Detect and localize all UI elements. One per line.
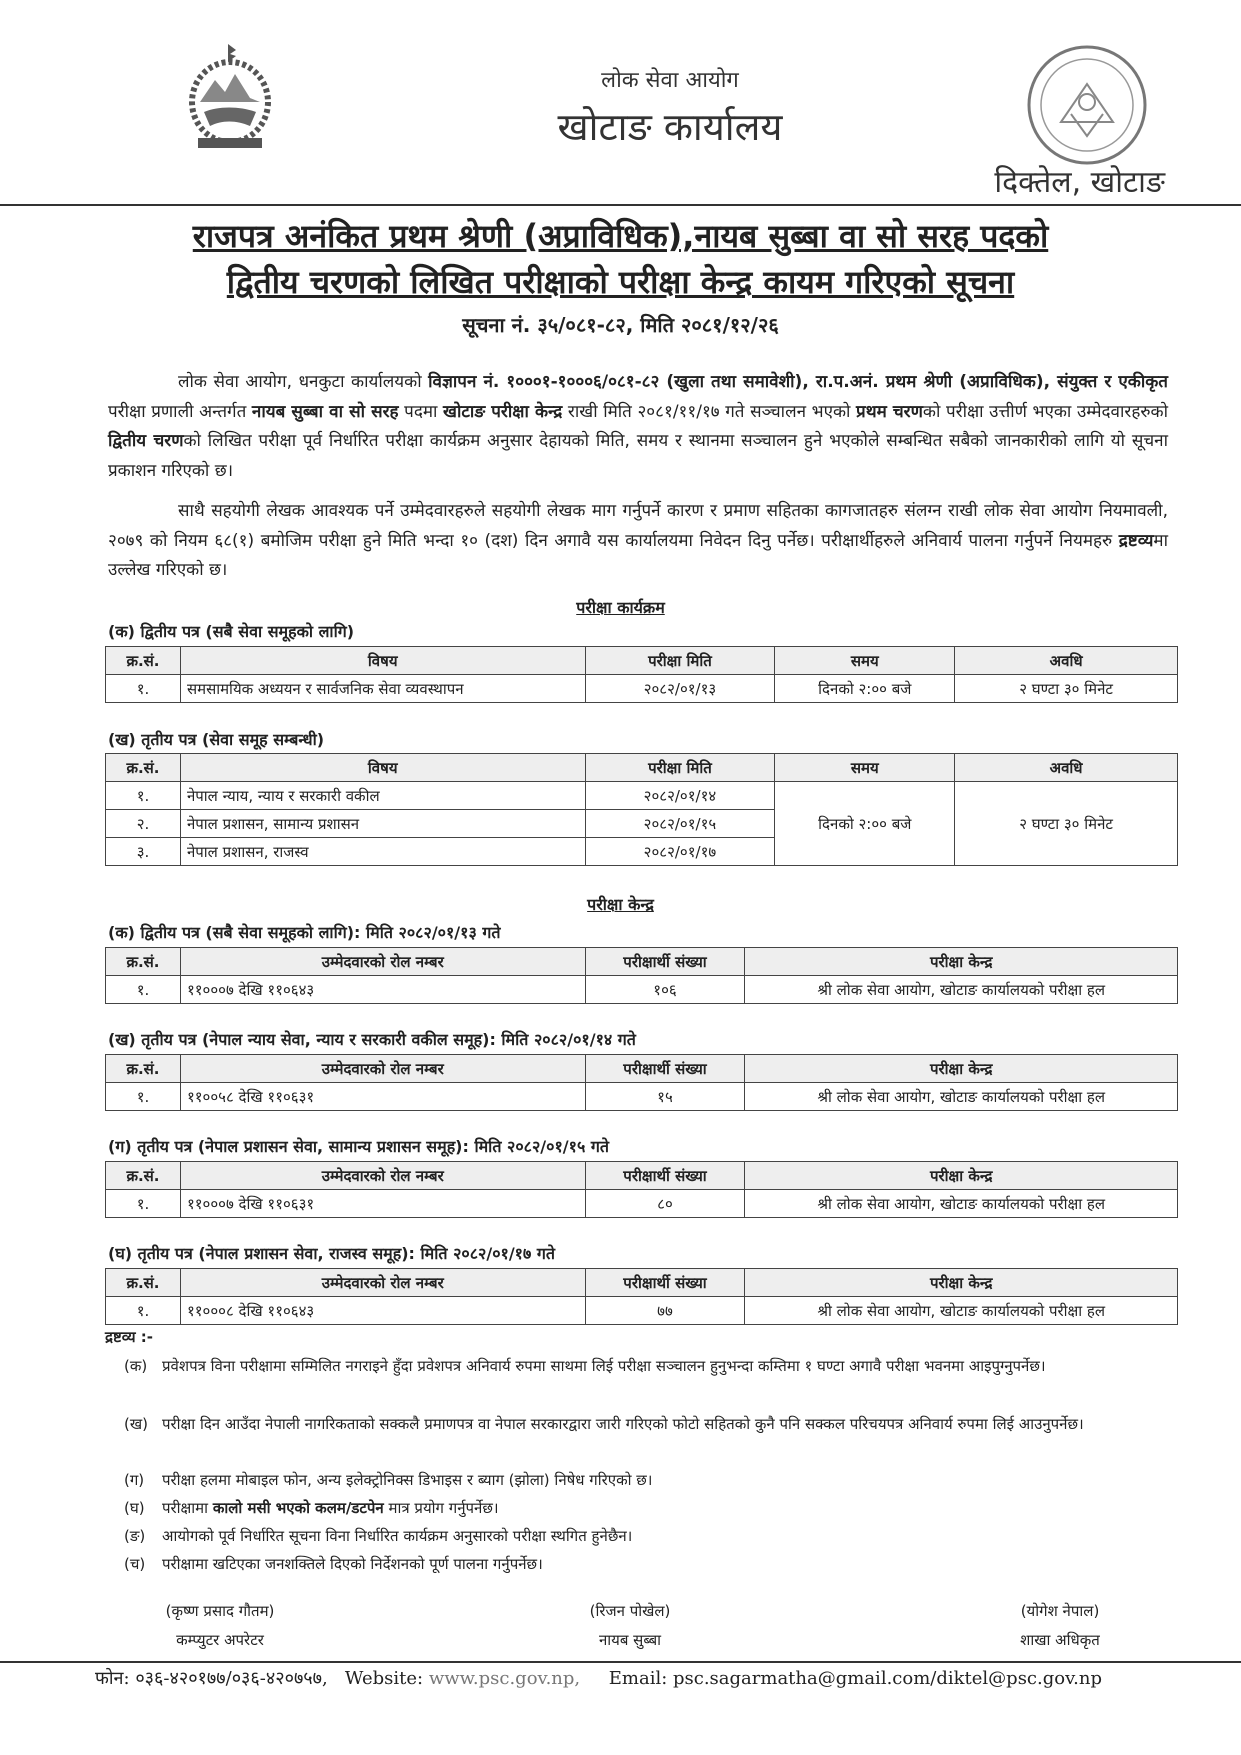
header-divider — [0, 204, 1241, 206]
cell-sn: ३. — [106, 838, 181, 866]
cell-roll: ११०००७ देखि ११०६३१ — [180, 1190, 585, 1218]
col-roll: उम्मेदवारको रोल नम्बर — [180, 948, 585, 976]
note-item: (घ) परीक्षामा कालो मसी भएको कलम/डटपेन मात्र प्रयोग गर्नुपर्नेछ। — [124, 1494, 1174, 1523]
note-text: परीक्षामा खटिएका जनशक्तिले दिएको निर्देशनको पूर्ण पालना गर्नुपर्नेछ। — [162, 1555, 543, 1573]
schedule-table-ka — [105, 646, 1178, 703]
col-sn: क्र.सं. — [106, 647, 181, 675]
signature-role: कम्प्युटर अपरेटर — [176, 1631, 264, 1649]
note-marker: (घ) — [124, 1499, 145, 1517]
cell-count: १५ — [585, 1083, 745, 1111]
office-place: दिक्तेल, खोटाङ — [994, 165, 1165, 200]
cell-duration: २ घण्टा ३० मिनेट — [955, 675, 1178, 703]
note-marker: (ख) — [124, 1415, 148, 1433]
cell-sn: १. — [106, 782, 181, 810]
col-count: परीक्षार्थी संख्या — [585, 1162, 745, 1190]
notice-title-line2: द्वितीय चरणको लिखित परीक्षाको परीक्षा केन्द्र कायम गरिएको सूचना — [226, 263, 1015, 301]
notice-number: सूचना नं. ३५/०८१-८२, मिति २०८१/१२/२६ — [462, 313, 779, 337]
note-emphasis: कालो मसी भएको कलम/डटपेन — [212, 1499, 384, 1517]
col-center: परीक्षा केन्द्र — [745, 1055, 1178, 1083]
footer-divider — [0, 1661, 1241, 1663]
col-count: परीक्षार्थी संख्या — [585, 948, 745, 976]
col-subject: विषय — [180, 754, 585, 782]
psc-seal-icon — [1026, 44, 1148, 166]
signature-name: (कृष्ण प्रसाद गौतम) — [165, 1602, 275, 1620]
note-text: प्रवेशपत्र विना परीक्षामा सम्मिलित नगराइने हुँदा प्रवेशपत्र अनिवार्य रुपमा साथमा लिई परीक्षा सञ्चालन हुनुभन्दा कम्तिमा १ घण्टा अगावै परीक्षा भवनमा आइपुग्नुपर्नेछ। — [162, 1357, 1046, 1375]
body-paragraph-1: लोक सेवा आयोग, धनकुटा कार्यालयको विज्ञापन नं. १०००१-१०००६/०८१-८२ (खुला तथा समावेशी), रा.प.अनं. प्रथम श्रेणी (अप्राविधिक), संयुक्त र एकीकृत परीक्षा प्रणाली अन्तर्गत नायब सुब्बा वा सो सरह पदमा खोटाङ परीक्षा केन्द्र राखी मिति २०८१/११/१७ गते सञ्चालन भएको प्रथम चरणको परीक्षा उत्तीर्ण भएका उम्मेदवारहरुको द्वितीय चरणको लिखित परीक्षा पूर्व निर्धारित परीक्षा कार्यक्रम अनुसार देहायको मिति, समय र स्थानमा सञ्चालन हुने भएकोले सम्बन्धित सबैको जानकारीको लागि यो सूचना प्रकाशन गरिएको छ। — [108, 372, 1168, 481]
cell-time: दिनको २:०० बजे — [775, 675, 955, 703]
center-table — [105, 947, 1178, 1004]
schedule-table-kha — [105, 753, 1178, 866]
cell-sn: १. — [106, 675, 181, 703]
cell-roll: ११०००८ देखि ११०६४३ — [180, 1297, 585, 1325]
note-text: परीक्षा दिन आउँदा नेपाली नागरिकताको सक्कलै प्रमाणपत्र वा नेपाल सरकारद्वारा जारी गरिएको फोटो सहितको कुनै पनि सक्कल परिचयपत्र अनिवार्य रुपमा लिई आउनुपर्नेछ। — [162, 1415, 1084, 1433]
signature-name: (योगेश नेपाल) — [1020, 1602, 1100, 1620]
center-group-label: (क) द्वितीय पत्र (सबै सेवा समूहको लागि): मिति २०८२/०१/१३ गते — [108, 923, 501, 942]
signature-name: (रिजन पोखेल) — [589, 1602, 671, 1620]
footer-contact — [95, 1666, 1102, 1690]
cell-sn: २. — [106, 810, 181, 838]
note-text: परीक्षा हलमा मोबाइल फोन, अन्य इलेक्ट्रोनिक्स डिभाइस र ब्याग (झोला) निषेध गरिएको छ। — [162, 1471, 653, 1489]
cell-center: श्री लोक सेवा आयोग, खोटाङ कार्यालयको परीक्षा हल — [745, 976, 1178, 1004]
col-roll: उम्मेदवारको रोल नम्बर — [180, 1055, 585, 1083]
cell-sn: १. — [106, 1083, 181, 1111]
table-header-row — [106, 647, 1178, 675]
col-date: परीक्षा मिति — [585, 754, 775, 782]
notice-title-line1: राजपत्र अनंकित प्रथम श्रेणी (अप्राविधिक),नायब सुब्बा वा सो सरह पदको — [192, 217, 1049, 255]
cell-subject: नेपाल प्रशासन, सामान्य प्रशासन — [180, 810, 585, 838]
cell-date: २०८२/०१/१४ — [585, 782, 775, 810]
nepal-emblem-icon — [170, 40, 290, 155]
center-group-label: (ग) तृतीय पत्र (नेपाल प्रशासन सेवा, सामान्य प्रशासन समूह): मिति २०८२/०१/१५ गते — [108, 1137, 609, 1156]
schedule-ka-label: (क) द्वितीय पत्र (सबै सेवा समूहको लागि) — [108, 622, 355, 641]
cell-subject: समसामयिक अध्ययन र सार्वजनिक सेवा व्यवस्थापन — [180, 675, 585, 703]
col-duration: अवधि — [955, 754, 1178, 782]
cell-roll: ११००५८ देखि ११०६३१ — [180, 1083, 585, 1111]
cell-center: श्री लोक सेवा आयोग, खोटाङ कार्यालयको परीक्षा हल — [745, 1190, 1178, 1218]
cell-count: ७७ — [585, 1297, 745, 1325]
cell-center: श्री लोक सेवा आयोग, खोटाङ कार्यालयको परीक्षा हल — [745, 1083, 1178, 1111]
centers-heading: परीक्षा केन्द्र — [587, 895, 654, 914]
cell-roll: ११०००७ देखि ११०६४३ — [180, 976, 585, 1004]
note-marker: (ङ) — [124, 1527, 146, 1545]
cell-duration: २ घण्टा ३० मिनेट — [955, 782, 1178, 866]
schedule-kha-label: (ख) तृतीय पत्र (सेवा समूह सम्बन्धी) — [108, 730, 325, 749]
table-header-row — [106, 754, 1178, 782]
schedule-heading: परीक्षा कार्यक्रम — [576, 598, 665, 617]
table-header-row — [106, 948, 1178, 976]
cell-subject: नेपाल न्याय, न्याय र सरकारी वकील — [180, 782, 585, 810]
org-name: लोक सेवा आयोग — [601, 68, 739, 93]
table-row — [106, 1083, 1178, 1111]
table-row — [106, 1297, 1178, 1325]
col-sn: क्र.सं. — [106, 948, 181, 976]
table-row — [106, 1190, 1178, 1218]
col-count: परीक्षार्थी संख्या — [585, 1055, 745, 1083]
col-date: परीक्षा मिति — [585, 647, 775, 675]
footer-website-link[interactable]: www.psc.gov.np, — [428, 1668, 581, 1689]
cell-count: १०६ — [585, 976, 745, 1004]
col-count: परीक्षार्थी संख्या — [585, 1269, 745, 1297]
cell-sn: १. — [106, 1297, 181, 1325]
center-group-label: (ख) तृतीय पत्र (नेपाल न्याय सेवा, न्याय र सरकारी वकील समूह): मिति २०८२/०१/१४ गते — [108, 1030, 636, 1049]
col-center: परीक्षा केन्द्र — [745, 1162, 1178, 1190]
table-row — [106, 675, 1178, 703]
col-sn: क्र.सं. — [106, 754, 181, 782]
footer-website-label: Website: — [344, 1668, 424, 1689]
note-marker: (ग) — [124, 1471, 145, 1489]
signature-role: शाखा अधिकृत — [1020, 1631, 1100, 1649]
note-text: आयोगको पूर्व निर्धारित सूचना विना निर्धारित कार्यक्रम अनुसारको परीक्षा स्थगित हुनेछैन। — [162, 1527, 633, 1545]
footer-email[interactable]: Email: psc.sagarmatha@gmail.com/diktel@psc.gov.np — [608, 1668, 1102, 1689]
footer-phone: फोन: ०३६-४२०१७७/०३६-४२०७५७, — [95, 1668, 328, 1689]
col-duration: अवधि — [955, 647, 1178, 675]
cell-subject: नेपाल प्रशासन, राजस्व — [180, 838, 585, 866]
note-item — [124, 1352, 1174, 1381]
body-paragraph-2: साथै सहयोगी लेखक आवश्यक पर्ने उम्मेदवारहरुले सहयोगी लेखक माग गर्नुपर्ने कारण र प्रमाण सहितका कागजातहरु संलग्न राखी लोक सेवा आयोग नियमावली, २०७९ को नियम ६८(१) बमोजिम परीक्षा हुने मिति भन्दा १० (दश) दिन अगावै यस कार्यालयमा निवेदन दिनु पर्नेछ। परीक्षार्थीहरुले अनिवार्य पालना गर्नुपर्ने नियमहरु द्रष्टव्यमा उल्लेख गरिएको छ। — [108, 501, 1168, 580]
table-row — [106, 782, 1178, 810]
cell-date: २०८२/०१/१७ — [585, 838, 775, 866]
col-time: समय — [775, 647, 955, 675]
signature-role: नायब सुब्बा — [598, 1631, 662, 1649]
table-row — [106, 976, 1178, 1004]
note-item — [124, 1522, 1174, 1551]
cell-sn: १. — [106, 1190, 181, 1218]
center-table — [105, 1161, 1178, 1218]
center-group-label: (घ) तृतीय पत्र (नेपाल प्रशासन सेवा, राजस्व समूह): मिति २०८२/०१/१७ गते — [108, 1244, 556, 1263]
cell-sn: १. — [106, 976, 181, 1004]
table-header-row — [106, 1269, 1178, 1297]
col-time: समय — [775, 754, 955, 782]
notes-title: द्रष्टव्य :- — [105, 1328, 154, 1346]
note-marker: (क) — [124, 1357, 148, 1375]
col-roll: उम्मेदवारको रोल नम्बर — [180, 1162, 585, 1190]
note-item — [124, 1550, 1174, 1579]
col-sn: क्र.सं. — [106, 1269, 181, 1297]
cell-count: ८० — [585, 1190, 745, 1218]
col-center: परीक्षा केन्द्र — [745, 948, 1178, 976]
col-sn: क्र.सं. — [106, 1055, 181, 1083]
cell-date: २०८२/०१/१३ — [585, 675, 775, 703]
table-header-row — [106, 1162, 1178, 1190]
cell-date: २०८२/०१/१५ — [585, 810, 775, 838]
note-marker: (च) — [124, 1555, 146, 1573]
col-roll: उम्मेदवारको रोल नम्बर — [180, 1269, 585, 1297]
office-name: खोटाङ कार्यालय — [557, 105, 783, 149]
note-item — [124, 1466, 1174, 1495]
cell-center: श्री लोक सेवा आयोग, खोटाङ कार्यालयको परीक्षा हल — [745, 1297, 1178, 1325]
col-center: परीक्षा केन्द्र — [745, 1269, 1178, 1297]
col-sn: क्र.सं. — [106, 1162, 181, 1190]
table-header-row — [106, 1055, 1178, 1083]
center-table — [105, 1268, 1178, 1325]
center-table — [105, 1054, 1178, 1111]
note-item — [124, 1410, 1174, 1439]
cell-time: दिनको २:०० बजे — [775, 782, 955, 866]
col-subject: विषय — [180, 647, 585, 675]
